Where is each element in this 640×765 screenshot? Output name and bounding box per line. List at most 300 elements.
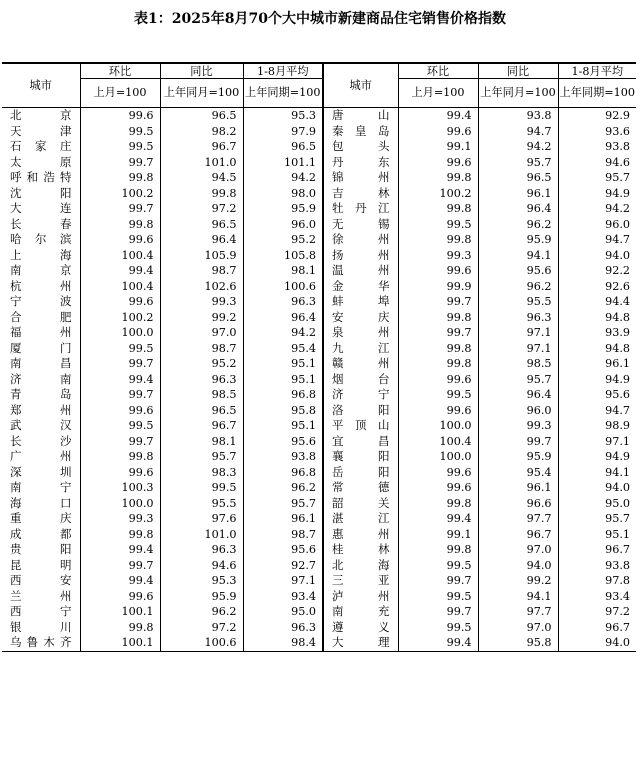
avg-value: 101.1	[243, 155, 323, 171]
mom-value: 99.8	[80, 620, 160, 636]
mom-value: 99.5	[80, 418, 160, 434]
avg-value: 93.8	[243, 449, 323, 465]
yoy-value: 96.1	[478, 480, 558, 496]
mom-value: 99.8	[80, 449, 160, 465]
mom-value: 99.7	[80, 558, 160, 574]
city-name: 杭州	[2, 279, 80, 295]
city-name: 上海	[2, 248, 80, 264]
table-header	[2, 63, 636, 108]
table-row	[2, 263, 636, 279]
avg-value: 95.1	[243, 418, 323, 434]
avg-value: 96.8	[243, 387, 323, 403]
yoy-value: 94.5	[160, 170, 243, 186]
yoy-value: 96.4	[478, 387, 558, 403]
city-name: 北海	[323, 558, 398, 574]
table-row	[2, 310, 636, 326]
city-name: 厦门	[2, 341, 80, 357]
avg-value: 95.0	[558, 496, 636, 512]
table-row	[2, 279, 636, 295]
yoy-value: 94.6	[160, 558, 243, 574]
table-row	[2, 325, 636, 341]
mom-value: 99.8	[80, 170, 160, 186]
mom-value: 99.5	[398, 589, 478, 605]
yoy-value: 97.7	[478, 604, 558, 620]
mom-value: 99.4	[80, 372, 160, 388]
table-row	[2, 356, 636, 372]
yoy-value: 96.3	[160, 372, 243, 388]
yoy-value: 98.2	[160, 124, 243, 140]
yoy-value: 96.0	[478, 403, 558, 419]
mom-value: 99.6	[398, 155, 478, 171]
yoy-value: 98.7	[160, 263, 243, 279]
yoy-value: 97.7	[478, 511, 558, 527]
avg-value: 96.0	[243, 217, 323, 233]
city-name: 西宁	[2, 604, 80, 620]
yoy-value: 96.5	[160, 217, 243, 233]
city-name: 惠州	[323, 527, 398, 543]
city-name: 兰州	[2, 589, 80, 605]
avg-value: 95.1	[558, 527, 636, 543]
table-row	[2, 170, 636, 186]
avg-value: 98.7	[243, 527, 323, 543]
mom-value: 99.1	[398, 139, 478, 155]
city-name: 海口	[2, 496, 80, 512]
avg-value: 96.2	[243, 480, 323, 496]
table-row	[2, 201, 636, 217]
city-name: 锦州	[323, 170, 398, 186]
yoy-value: 97.2	[160, 620, 243, 636]
mom-value: 99.7	[398, 573, 478, 589]
mom-value: 99.8	[398, 341, 478, 357]
avg-value: 96.3	[243, 620, 323, 636]
yoy-value: 95.7	[478, 372, 558, 388]
yoy-value: 96.7	[160, 418, 243, 434]
table-row	[2, 372, 636, 388]
city-name: 秦皇岛	[323, 124, 398, 140]
yoy-base-right: 上年同月=100	[478, 79, 558, 108]
mom-value: 99.4	[80, 542, 160, 558]
table-row	[2, 604, 636, 620]
table-row	[2, 449, 636, 465]
table-row	[2, 108, 636, 124]
avg-value: 97.8	[558, 573, 636, 589]
yoy-value: 95.5	[478, 294, 558, 310]
city-name: 丹东	[323, 155, 398, 171]
mom-value: 99.6	[80, 108, 160, 124]
yoy-base-left: 上年同月=100	[160, 79, 243, 108]
avg-value: 93.4	[558, 589, 636, 605]
mom-value: 99.5	[80, 341, 160, 357]
table-row	[2, 527, 636, 543]
city-name: 牡丹江	[323, 201, 398, 217]
table-row	[2, 403, 636, 419]
mom-value: 99.7	[398, 604, 478, 620]
mom-value: 100.1	[80, 635, 160, 651]
city-name: 包头	[323, 139, 398, 155]
avg-value: 94.0	[558, 248, 636, 264]
city-name: 银川	[2, 620, 80, 636]
city-name: 哈尔滨	[2, 232, 80, 248]
city-name: 福州	[2, 325, 80, 341]
avg-value: 96.4	[243, 310, 323, 326]
page-title: 表1：2025年8月70个大中城市新建商品住宅销售价格指数	[134, 11, 506, 27]
table-row	[2, 124, 636, 140]
mom-value: 100.0	[80, 496, 160, 512]
mom-value: 99.5	[398, 620, 478, 636]
avg-value: 94.9	[558, 186, 636, 202]
table-row	[2, 558, 636, 574]
city-name: 安庆	[323, 310, 398, 326]
avg-value: 94.8	[558, 341, 636, 357]
mom-value: 99.6	[398, 372, 478, 388]
yoy-value: 98.5	[478, 356, 558, 372]
city-name: 大连	[2, 201, 80, 217]
city-name: 南昌	[2, 356, 80, 372]
mom-value: 99.6	[80, 403, 160, 419]
city-name: 蚌埠	[323, 294, 398, 310]
city-name: 洛阳	[323, 403, 398, 419]
city-name: 泸州	[323, 589, 398, 605]
yoy-value: 96.5	[160, 403, 243, 419]
avg-value: 98.9	[558, 418, 636, 434]
avg-value: 96.7	[558, 620, 636, 636]
yoy-value: 98.5	[160, 387, 243, 403]
yoy-value: 97.6	[160, 511, 243, 527]
avg-value: 95.9	[243, 201, 323, 217]
yoy-value: 99.2	[478, 573, 558, 589]
table-row	[2, 232, 636, 248]
mom-value: 100.4	[398, 434, 478, 450]
mom-value: 99.5	[80, 124, 160, 140]
mom-value: 99.5	[398, 217, 478, 233]
yoy-value: 94.0	[478, 558, 558, 574]
city-header-left: 城市	[2, 63, 80, 108]
mom-base-right: 上月=100	[398, 79, 478, 108]
avg-value: 96.8	[243, 465, 323, 481]
avg-value: 95.6	[558, 387, 636, 403]
avg-value: 93.8	[558, 139, 636, 155]
mom-value: 99.6	[398, 465, 478, 481]
avg-value: 93.4	[243, 589, 323, 605]
mom-value: 99.6	[398, 124, 478, 140]
avg-value: 96.7	[558, 542, 636, 558]
avg-value: 92.6	[558, 279, 636, 295]
yoy-value: 95.6	[478, 263, 558, 279]
table-row	[2, 387, 636, 403]
table-row	[2, 248, 636, 264]
avg-value: 95.3	[243, 108, 323, 124]
avg-value: 93.9	[558, 325, 636, 341]
yoy-value: 93.8	[478, 108, 558, 124]
avg-value: 97.1	[243, 573, 323, 589]
city-name: 烟台	[323, 372, 398, 388]
yoy-value: 97.1	[478, 325, 558, 341]
mom-value: 99.7	[398, 325, 478, 341]
yoy-value: 95.9	[478, 232, 558, 248]
avg-value: 94.2	[243, 325, 323, 341]
avg-value: 96.3	[243, 294, 323, 310]
mom-value: 99.7	[80, 201, 160, 217]
avg-value: 97.2	[558, 604, 636, 620]
mom-value: 99.5	[398, 387, 478, 403]
avg-value: 94.7	[558, 232, 636, 248]
yoy-value: 94.7	[478, 124, 558, 140]
city-name: 太原	[2, 155, 80, 171]
table-row	[2, 465, 636, 481]
city-name: 南京	[2, 263, 80, 279]
city-name: 贵阳	[2, 542, 80, 558]
city-name: 大理	[323, 635, 398, 651]
avg-value: 96.5	[243, 139, 323, 155]
yoy-header-right: 同比	[478, 63, 558, 79]
yoy-value: 96.3	[160, 542, 243, 558]
avg-base-left: 上年同期=100	[243, 79, 323, 108]
avg-value: 94.4	[558, 294, 636, 310]
avg-value: 94.9	[558, 449, 636, 465]
mom-value: 99.6	[80, 294, 160, 310]
avg-value: 105.8	[243, 248, 323, 264]
yoy-value: 101.0	[160, 155, 243, 171]
mom-value: 99.4	[398, 108, 478, 124]
avg-value: 96.1	[558, 356, 636, 372]
mom-value: 100.4	[80, 248, 160, 264]
mom-value: 99.8	[398, 201, 478, 217]
city-name: 沈阳	[2, 186, 80, 202]
city-name: 湛江	[323, 511, 398, 527]
city-name: 九江	[323, 341, 398, 357]
city-name: 桂林	[323, 542, 398, 558]
yoy-value: 99.2	[160, 310, 243, 326]
mom-value: 99.6	[80, 589, 160, 605]
avg-value: 95.7	[558, 170, 636, 186]
table-row	[2, 511, 636, 527]
mom-value: 99.4	[398, 511, 478, 527]
city-name: 唐山	[323, 108, 398, 124]
yoy-value: 94.1	[478, 248, 558, 264]
yoy-value: 102.6	[160, 279, 243, 295]
yoy-value: 95.2	[160, 356, 243, 372]
mom-value: 100.0	[398, 449, 478, 465]
mom-value: 100.3	[80, 480, 160, 496]
table-row	[2, 294, 636, 310]
yoy-value: 96.3	[478, 310, 558, 326]
yoy-value: 97.2	[160, 201, 243, 217]
city-name: 扬州	[323, 248, 398, 264]
yoy-value: 96.5	[478, 170, 558, 186]
city-name: 呼和浩特	[2, 170, 80, 186]
mom-value: 99.3	[80, 511, 160, 527]
mom-value: 99.8	[398, 356, 478, 372]
city-name: 南宁	[2, 480, 80, 496]
city-name: 重庆	[2, 511, 80, 527]
avg-value: 92.9	[558, 108, 636, 124]
table-row	[2, 217, 636, 233]
city-name: 宜昌	[323, 434, 398, 450]
avg-value: 94.8	[558, 310, 636, 326]
yoy-value: 96.7	[478, 527, 558, 543]
yoy-value: 96.2	[478, 217, 558, 233]
yoy-value: 100.6	[160, 635, 243, 651]
mom-value: 99.8	[80, 527, 160, 543]
yoy-value: 99.7	[478, 434, 558, 450]
mom-value: 99.5	[80, 139, 160, 155]
city-name: 岳阳	[323, 465, 398, 481]
mom-value: 99.6	[80, 465, 160, 481]
yoy-value: 96.5	[160, 108, 243, 124]
avg-value: 94.0	[558, 635, 636, 651]
yoy-value: 96.4	[160, 232, 243, 248]
city-name: 韶关	[323, 496, 398, 512]
avg-value: 94.1	[558, 465, 636, 481]
avg-value: 95.8	[243, 403, 323, 419]
avg-value: 94.9	[558, 372, 636, 388]
avg-value: 97.1	[558, 434, 636, 450]
mom-value: 99.8	[398, 170, 478, 186]
yoy-value: 96.2	[478, 279, 558, 295]
mom-value: 100.4	[80, 279, 160, 295]
yoy-value: 97.0	[478, 620, 558, 636]
yoy-value: 99.3	[478, 418, 558, 434]
mom-base-left: 上月=100	[80, 79, 160, 108]
city-name: 泉州	[323, 325, 398, 341]
city-name: 深圳	[2, 465, 80, 481]
mom-value: 99.8	[398, 310, 478, 326]
mom-value: 99.4	[80, 573, 160, 589]
avg-value: 93.6	[558, 124, 636, 140]
avg-value: 93.8	[558, 558, 636, 574]
mom-value: 99.6	[398, 403, 478, 419]
avg-value: 94.7	[558, 403, 636, 419]
yoy-value: 96.4	[478, 201, 558, 217]
yoy-header-left: 同比	[160, 63, 243, 79]
yoy-value: 99.8	[160, 186, 243, 202]
mom-value: 99.9	[398, 279, 478, 295]
avg-value: 95.7	[558, 511, 636, 527]
mom-value: 100.1	[80, 604, 160, 620]
mom-value: 99.8	[398, 496, 478, 512]
avg-value: 100.6	[243, 279, 323, 295]
city-name: 青岛	[2, 387, 80, 403]
yoy-value: 96.1	[478, 186, 558, 202]
city-name: 广州	[2, 449, 80, 465]
yoy-value: 99.3	[160, 294, 243, 310]
avg-header-right: 1-8月平均	[558, 63, 636, 79]
mom-value: 99.5	[398, 558, 478, 574]
yoy-value: 101.0	[160, 527, 243, 543]
avg-value: 97.9	[243, 124, 323, 140]
city-name: 西安	[2, 573, 80, 589]
mom-value: 99.1	[398, 527, 478, 543]
yoy-value: 96.2	[160, 604, 243, 620]
city-name: 石家庄	[2, 139, 80, 155]
table-row	[2, 635, 636, 651]
avg-value: 92.7	[243, 558, 323, 574]
avg-value: 95.2	[243, 232, 323, 248]
city-name: 长沙	[2, 434, 80, 450]
mom-value: 99.7	[80, 387, 160, 403]
mom-value: 100.0	[80, 325, 160, 341]
mom-value: 99.7	[398, 294, 478, 310]
city-name: 郑州	[2, 403, 80, 419]
city-name: 南充	[323, 604, 398, 620]
city-name: 乌鲁木齐	[2, 635, 80, 651]
yoy-value: 96.7	[160, 139, 243, 155]
yoy-value: 95.8	[478, 635, 558, 651]
yoy-value: 98.7	[160, 341, 243, 357]
avg-value: 95.1	[243, 356, 323, 372]
avg-value: 95.6	[243, 434, 323, 450]
yoy-value: 95.7	[478, 155, 558, 171]
table-row	[2, 434, 636, 450]
yoy-value: 96.6	[478, 496, 558, 512]
mom-value: 99.4	[398, 635, 478, 651]
mom-value: 99.8	[398, 232, 478, 248]
city-name: 金华	[323, 279, 398, 295]
avg-value: 95.6	[243, 542, 323, 558]
avg-value: 98.4	[243, 635, 323, 651]
table-row	[2, 573, 636, 589]
avg-header-left: 1-8月平均	[243, 63, 323, 79]
city-name: 常德	[323, 480, 398, 496]
mom-value: 99.7	[80, 356, 160, 372]
avg-value: 98.0	[243, 186, 323, 202]
avg-value: 95.7	[243, 496, 323, 512]
yoy-value: 97.0	[478, 542, 558, 558]
mom-value: 99.8	[398, 542, 478, 558]
table-row	[2, 542, 636, 558]
avg-value: 96.0	[558, 217, 636, 233]
yoy-value: 97.0	[160, 325, 243, 341]
avg-value: 92.2	[558, 263, 636, 279]
yoy-value: 105.9	[160, 248, 243, 264]
table-row	[2, 480, 636, 496]
avg-value: 94.0	[558, 480, 636, 496]
yoy-value: 94.2	[478, 139, 558, 155]
city-name: 济南	[2, 372, 80, 388]
mom-value: 100.2	[80, 310, 160, 326]
yoy-value: 95.5	[160, 496, 243, 512]
yoy-value: 94.1	[478, 589, 558, 605]
mom-value: 99.6	[398, 480, 478, 496]
mom-value: 99.7	[80, 434, 160, 450]
table-body	[2, 108, 636, 652]
city-name: 北京	[2, 108, 80, 124]
table-row	[2, 155, 636, 171]
avg-value: 94.6	[558, 155, 636, 171]
avg-value: 94.2	[243, 170, 323, 186]
city-name: 襄阳	[323, 449, 398, 465]
mom-value: 100.2	[80, 186, 160, 202]
mom-value: 99.6	[80, 232, 160, 248]
table-row	[2, 341, 636, 357]
city-name: 遵义	[323, 620, 398, 636]
mom-value: 99.8	[80, 217, 160, 233]
avg-base-right: 上年同期=100	[558, 79, 636, 108]
avg-value: 98.1	[243, 263, 323, 279]
city-name: 武汉	[2, 418, 80, 434]
yoy-value: 95.3	[160, 573, 243, 589]
yoy-value: 98.1	[160, 434, 243, 450]
city-name: 合肥	[2, 310, 80, 326]
mom-value: 99.6	[398, 263, 478, 279]
yoy-value: 97.1	[478, 341, 558, 357]
mom-header-left: 环比	[80, 63, 160, 79]
mom-value: 99.4	[80, 263, 160, 279]
mom-value: 100.2	[398, 186, 478, 202]
city-name: 昆明	[2, 558, 80, 574]
table-row	[2, 589, 636, 605]
city-name: 成都	[2, 527, 80, 543]
